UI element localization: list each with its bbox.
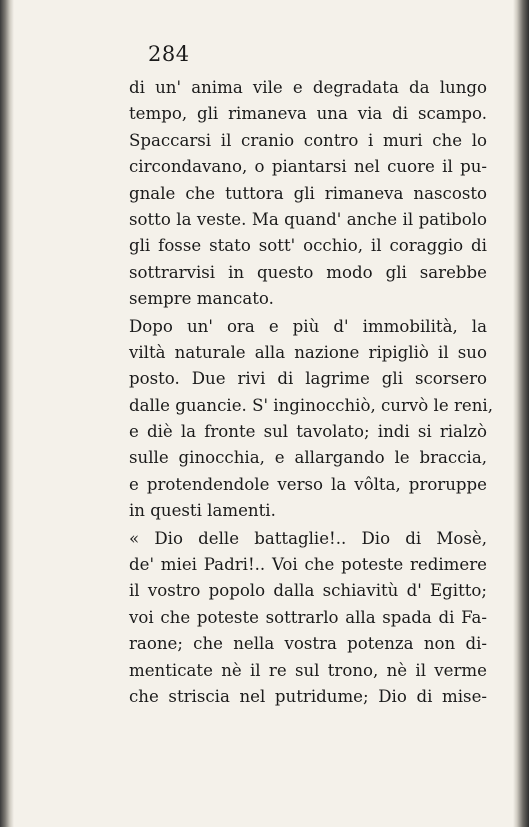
page-number: 284 [148, 42, 190, 66]
text-line: sotto la veste. Ma quand' anche il patibolo [129, 209, 487, 229]
text-line: circondavano, o piantarsi nel cuore il pu- [129, 157, 487, 177]
text-line: viltà naturale alla nazione ripigliò il suo [129, 342, 487, 362]
book-gutter-right [513, 0, 529, 827]
text-line: sottrarvisi in questo modo gli sarebbe [129, 262, 487, 282]
text-line: tempo, gli rimaneva una via di scampo. [129, 104, 487, 124]
text-line: sulle ginocchia, e allargando le braccia, [129, 448, 487, 468]
text-line: e diè la fronte sul tavolato; indi si rialzò [129, 422, 487, 442]
paragraph-3 [129, 526, 487, 711]
text-line: dalle guancie. S' inginocchiò, curvò le reni, [129, 395, 493, 415]
book-gutter-left [0, 0, 14, 827]
text-line: Dopo un' ora e più d' immobilità, la [129, 316, 487, 336]
text-line: in questi lamenti. [129, 501, 276, 521]
text-line: de' miei Padri!.. Voi che poteste redimere [129, 555, 487, 575]
paragraph-2 [129, 314, 493, 525]
body-text [129, 75, 493, 710]
text-line: raone; che nella vostra potenza non di- [129, 634, 487, 654]
text-line: posto. Due rivi di lagrime gli scorsero [129, 369, 487, 389]
text-line: « Dio delle battaglie!.. Dio di Mosè, [129, 528, 487, 548]
text-line: di un' anima vile e degradata da lungo [129, 78, 487, 97]
text-line: gli fosse stato sott' occhio, il coraggio di [129, 236, 487, 256]
text-line: menticate nè il re sul trono, nè il verme [129, 660, 487, 680]
text-line: che striscia nel putridume; Dio di mise- [129, 686, 487, 706]
text-line: e protendendole verso la vôlta, proruppe [129, 474, 487, 494]
text-line: sempre mancato. [129, 289, 274, 309]
text-line: voi che poteste sottrarlo alla spada di Fa- [129, 607, 487, 627]
text-line: gnale che tuttora gli rimaneva nascosto [129, 183, 487, 203]
paragraph-1 [129, 75, 487, 313]
text-line: Spaccarsi il cranio contro i muri che lo [129, 130, 487, 150]
text-line: il vostro popolo dalla schiavitù d' Egitto; [129, 581, 487, 601]
